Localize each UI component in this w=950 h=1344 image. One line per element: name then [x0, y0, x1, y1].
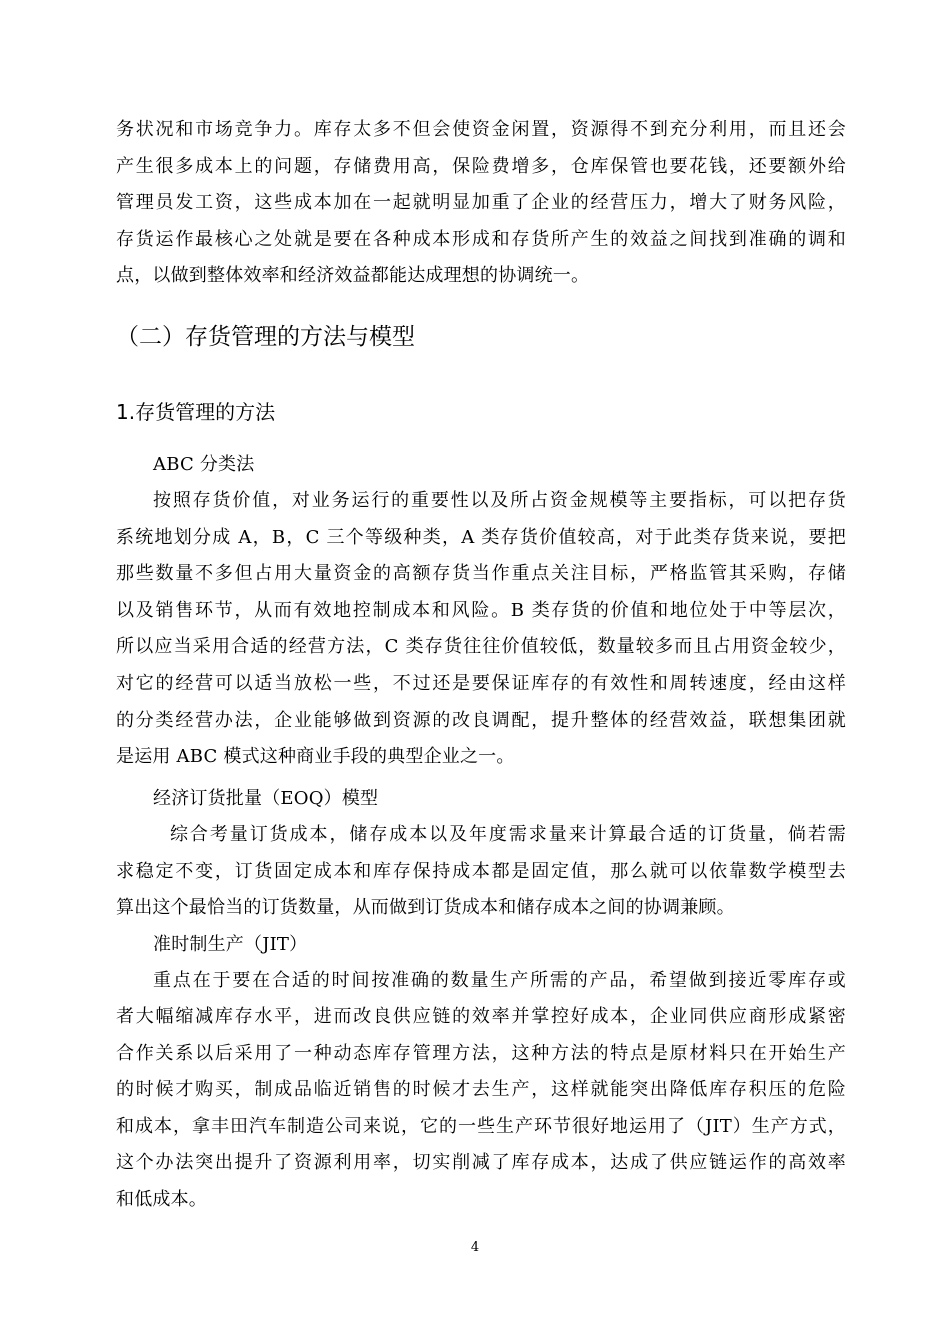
paragraph-line: 那些数量不多但占用大量资金的高额存货当作重点关注目标，严格监管其采购，存储: [116, 563, 846, 584]
paragraph-line: 以及销售环节，从而有效地控制成本和风险。B 类存货的价值和地位处于中等层次，: [116, 600, 846, 621]
paragraph-line: 系统地划分成 A，B，C 三个等级种类，A 类存货价值较高，对于此类存货来说，要把: [116, 527, 846, 548]
paragraph-line: 求稳定不变，订货固定成本和库存保持成本都是固定值，那么就可以依靠数学模型去: [116, 861, 846, 882]
paragraph-line: 和成本，拿丰田汽车制造公司来说，它的一些生产环节很好地运用了（JIT）生产方式，: [116, 1116, 846, 1137]
paragraph-line: 重点在于要在合适的时间按准确的数量生产所需的产品，希望做到接近零库存或: [153, 970, 846, 991]
paragraph-line: 的时候才购买，制成品临近销售的时候才去生产，这样就能突出降低库存积压的危险: [116, 1079, 846, 1100]
paragraph-line: 存货运作最核心之处就是要在各种成本形成和存货所产生的效益之间找到准确的调和: [116, 229, 846, 250]
paragraph-line: 算出这个最恰当的订货数量，从而做到订货成本和储存成本之间的协调兼顾。: [116, 897, 735, 918]
paragraph-line: 合作关系以后采用了一种动态库存管理方法，这种方法的特点是原材料只在开始生产: [116, 1043, 846, 1064]
subsection-heading: 1.存货管理的方法: [116, 400, 276, 424]
paragraph-line: 产生很多成本上的问题，存储费用高，保险费增多，仓库保管也要花钱，还要额外给: [116, 156, 846, 177]
paragraph-line: 所以应当采用合适的经营方法，C 类存货往往价值较低，数量较多而且占用资金较少，: [116, 636, 846, 657]
paragraph-line: 管理员发工资，这些成本加在一起就明显加重了企业的经营压力，增大了财务风险，: [116, 192, 846, 213]
paragraph-line: 按照存货价值，对业务运行的重要性以及所占资金规模等主要指标，可以把存货: [153, 490, 846, 511]
paragraph-line: 对它的经营可以适当放松一些，不过还是要保证库存的有效性和周转速度，经由这样: [116, 673, 846, 694]
paragraph-line: 和低成本。: [116, 1189, 207, 1210]
paragraph-line: 者大幅缩减库存水平，进而改良供应链的效率并掌控好成本，企业同供应商形成紧密: [116, 1006, 846, 1027]
paragraph-line: 这个办法突出提升了资源利用率，切实削减了库存成本，达成了供应链运作的高效率: [116, 1152, 846, 1173]
paragraph-line: 务状况和市场竞争力。库存太多不但会使资金闲置，资源得不到充分利用，而且还会: [116, 119, 846, 140]
method-title-eoq: 经济订货批量（EOQ）模型: [153, 788, 379, 809]
paragraph-line: 综合考量订货成本，储存成本以及年度需求量来计算最合适的订货量，倘若需: [170, 824, 846, 845]
paragraph-line: 是运用 ABC 模式这种商业手段的典型企业之一。: [116, 746, 515, 767]
section-heading: （二）存货管理的方法与模型: [116, 324, 415, 350]
method-title-jit: 准时制生产（JIT）: [153, 934, 308, 955]
method-title-abc: ABC 分类法: [153, 454, 255, 475]
page-number: 4: [470, 1240, 480, 1255]
paragraph-line: 点，以做到整体效率和经济效益都能达成理想的协调统一。: [116, 265, 590, 286]
paragraph-line: 的分类经营办法，企业能够做到资源的改良调配，提升整体的经营效益，联想集团就: [116, 710, 846, 731]
